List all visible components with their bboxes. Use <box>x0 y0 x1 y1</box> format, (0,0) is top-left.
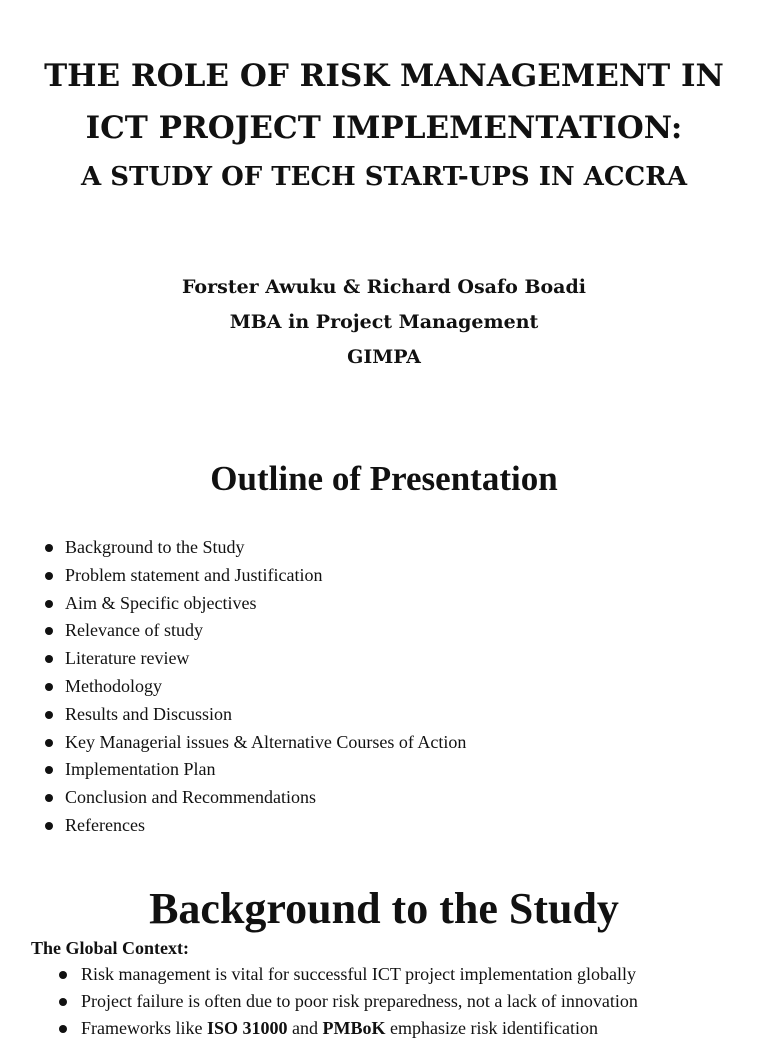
list-item-text: Problem statement and Justification <box>65 564 323 585</box>
bullet-icon <box>59 971 67 979</box>
bullet-icon <box>45 683 53 691</box>
bullet-icon <box>45 766 53 774</box>
outline-heading: Outline of Presentation <box>210 459 558 498</box>
list-item-text: Key Managerial issues & Alternative Courses of Action <box>65 731 467 752</box>
list-item-text: Literature review <box>65 648 190 669</box>
list-item <box>42 784 466 812</box>
list-item-text: Project failure is often due to poor risk preparedness, not a lack of innovation <box>81 991 638 1011</box>
bullet-icon <box>45 544 53 552</box>
list-item-text: Results and Discussion <box>65 703 233 724</box>
list-item <box>56 988 638 1015</box>
bullet-icon <box>59 1025 67 1033</box>
bullet-icon <box>45 600 53 608</box>
title-line-2: ICT PROJECT IMPLEMENTATION: <box>85 110 683 146</box>
context-list <box>56 961 638 1042</box>
bullet-icon <box>45 572 53 580</box>
list-item-text: References <box>65 814 145 835</box>
bullet-icon <box>45 655 53 663</box>
list-item-partial <box>56 1015 638 1042</box>
title-line-1: THE ROLE OF RISK MANAGEMENT IN <box>44 58 724 94</box>
list-item-text: Methodology <box>65 675 162 696</box>
bullet-icon <box>45 739 53 747</box>
bullet-icon <box>59 998 67 1006</box>
outline-list <box>42 534 466 840</box>
list-item <box>42 617 466 645</box>
list-item-text: Relevance of study <box>65 620 203 641</box>
program-name: MBA in Project Management <box>229 311 539 333</box>
document-subtitle: A STUDY OF TECH START-UPS IN ACCRA <box>80 162 688 192</box>
list-item-text: Aim & Specific objectives <box>65 592 257 613</box>
global-context-label: The Global Context: <box>31 938 190 958</box>
authors-block <box>0 270 768 375</box>
institution-name: GIMPA <box>347 346 421 368</box>
list-item <box>42 729 466 757</box>
list-item-text-middle: and <box>287 1018 323 1038</box>
list-item <box>42 645 466 673</box>
list-item-text: Risk management is vital for successful ICT project implementation globally <box>81 964 637 984</box>
list-item-text-start: Frameworks like <box>81 1018 207 1038</box>
list-item <box>42 562 466 590</box>
bullet-icon <box>45 822 53 830</box>
bullet-icon <box>45 627 53 635</box>
list-item <box>42 673 466 701</box>
list-item-text: Implementation Plan <box>65 759 216 780</box>
list-item <box>42 701 466 729</box>
list-item-text: Background to the Study <box>65 537 245 557</box>
author-names: Forster Awuku & Richard Osafo Boadi <box>181 276 586 298</box>
list-item-text: Conclusion and Recommendations <box>65 787 316 808</box>
bullet-icon <box>45 794 53 802</box>
framework-iso: ISO 31000 <box>206 1018 288 1038</box>
framework-pmbok: PMBoK <box>322 1018 386 1038</box>
list-item <box>42 590 466 618</box>
document-title <box>0 50 768 200</box>
list-item <box>42 534 466 562</box>
list-item-text-end: emphasize risk identification <box>385 1018 598 1038</box>
list-item <box>56 961 638 988</box>
bullet-icon <box>45 711 53 719</box>
background-heading: Background to the Study <box>149 884 619 933</box>
list-item <box>42 812 466 840</box>
list-item <box>42 756 466 784</box>
